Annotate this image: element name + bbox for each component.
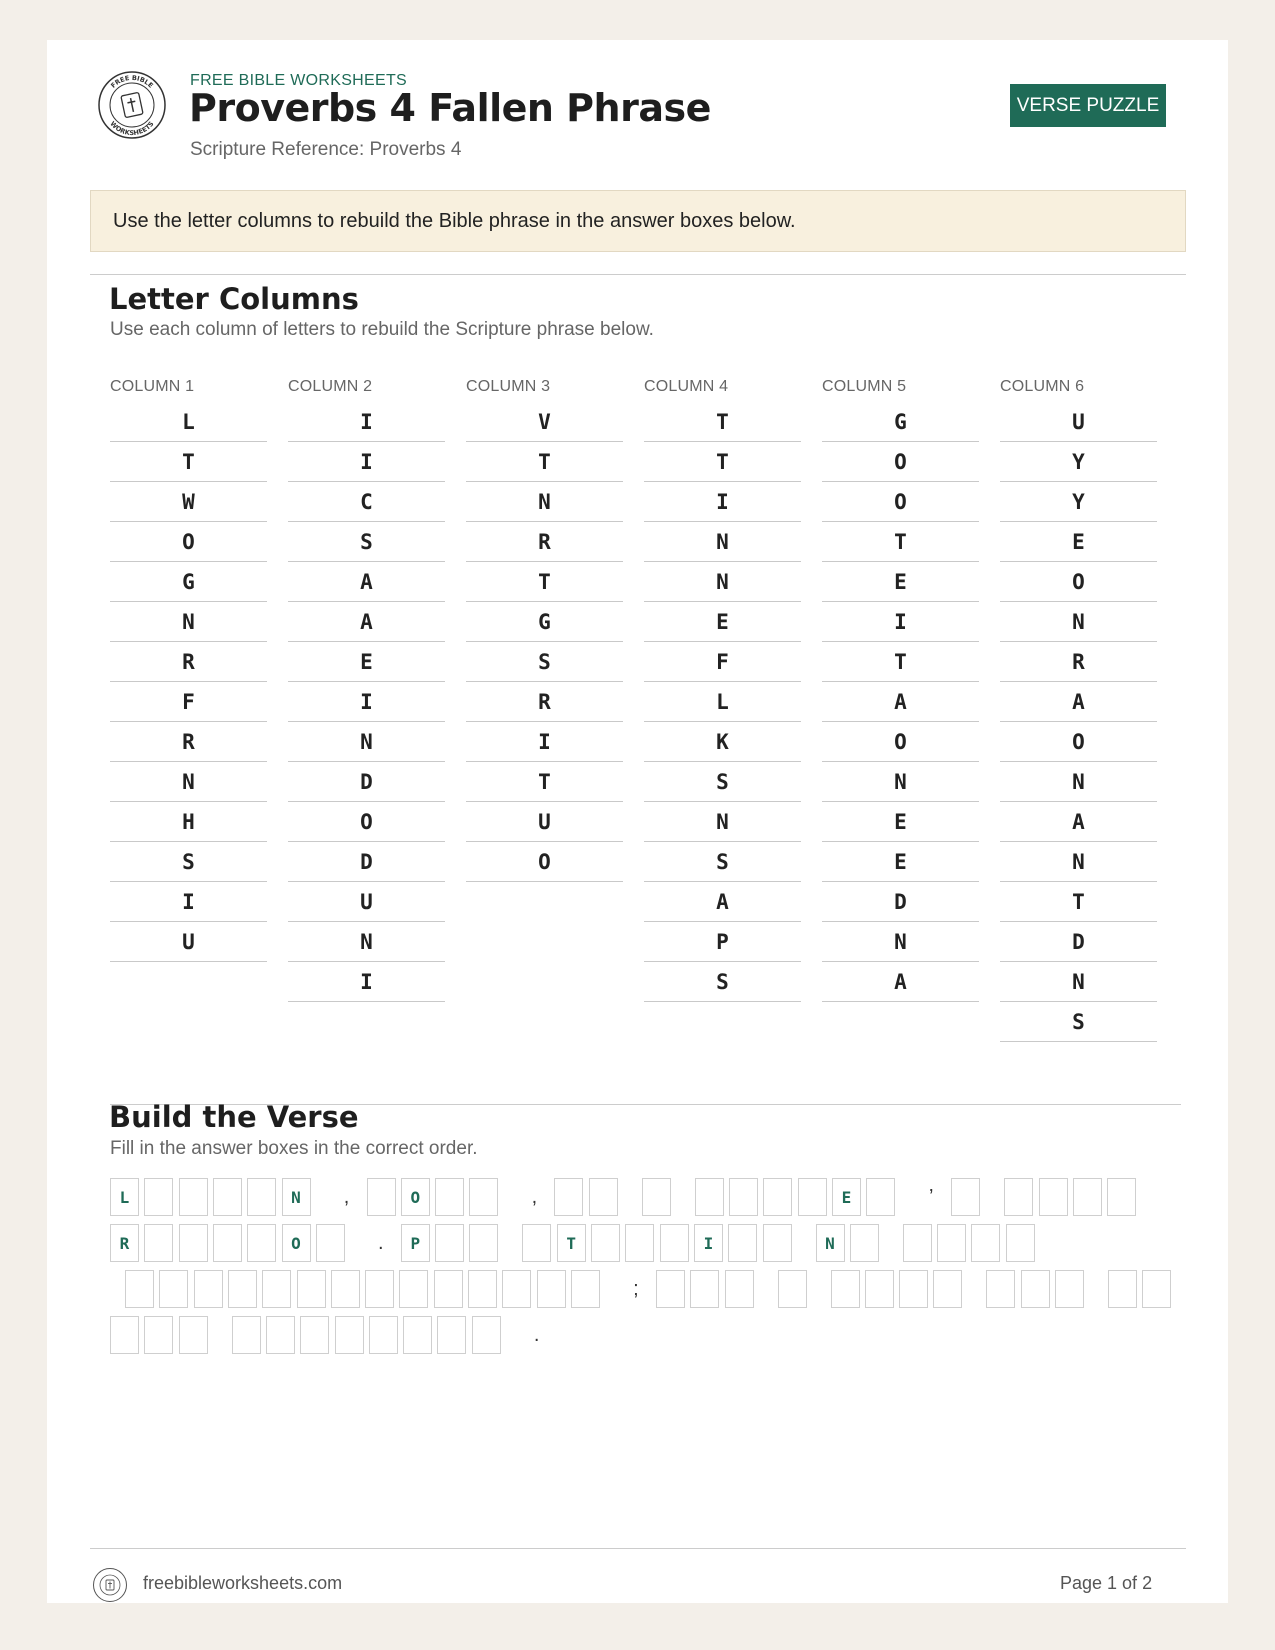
answer-box[interactable]: [1039, 1178, 1068, 1216]
column-letter: K: [644, 722, 801, 762]
answer-box[interactable]: [1021, 1270, 1050, 1308]
column-letter: Y: [1000, 482, 1157, 522]
answer-box[interactable]: [571, 1270, 600, 1308]
column-label: COLUMN 6: [1000, 378, 1085, 395]
column-letter: L: [110, 402, 267, 442]
answer-box[interactable]: [144, 1178, 173, 1216]
column-letter: D: [822, 882, 979, 922]
column-letter: N: [110, 762, 267, 802]
answer-box-hint[interactable]: I: [694, 1224, 723, 1262]
answer-box[interactable]: [247, 1224, 276, 1262]
column-letter: T: [466, 562, 623, 602]
answer-box[interactable]: [937, 1224, 966, 1262]
column-letter: T: [822, 522, 979, 562]
answer-box[interactable]: [1006, 1224, 1035, 1262]
build-verse-subtitle: Fill in the answer boxes in the correct order.: [110, 1138, 478, 1159]
answer-box[interactable]: [522, 1224, 551, 1262]
column-letter: V: [466, 402, 623, 442]
column-letter: I: [466, 722, 623, 762]
column-letter: A: [822, 962, 979, 1002]
column-letter: E: [288, 642, 445, 682]
build-verse-heading: Build the Verse: [109, 1100, 359, 1134]
column-letter: D: [1000, 922, 1157, 962]
answer-box[interactable]: [725, 1270, 754, 1308]
column-letter: E: [644, 602, 801, 642]
column-letter: C: [288, 482, 445, 522]
answer-box[interactable]: [316, 1224, 345, 1262]
answer-box[interactable]: [399, 1270, 428, 1308]
answer-box[interactable]: [502, 1270, 531, 1308]
column-letter: N: [644, 522, 801, 562]
column-letter: S: [288, 522, 445, 562]
answer-box[interactable]: [866, 1178, 895, 1216]
answer-box[interactable]: [367, 1178, 396, 1216]
answer-box[interactable]: [642, 1178, 671, 1216]
punctuation-mark: ,: [531, 1185, 538, 1208]
answer-box[interactable]: [331, 1270, 360, 1308]
answer-box-hint[interactable]: P: [401, 1224, 430, 1262]
answer-box-hint[interactable]: R: [110, 1224, 139, 1262]
answer-box[interactable]: [159, 1270, 188, 1308]
answer-box[interactable]: [831, 1270, 860, 1308]
answer-box[interactable]: [179, 1178, 208, 1216]
column-letter: N: [1000, 842, 1157, 882]
answer-box[interactable]: [1108, 1270, 1137, 1308]
punctuation-mark: ;: [633, 1277, 639, 1300]
answer-box[interactable]: [971, 1224, 1000, 1262]
column-letter: T: [644, 402, 801, 442]
column-letter: R: [466, 682, 623, 722]
answer-box[interactable]: [437, 1316, 466, 1354]
column-letter: E: [822, 802, 979, 842]
answer-box-hint[interactable]: E: [832, 1178, 861, 1216]
logo-top-text: FREE BIBLE: [109, 73, 155, 90]
answer-box[interactable]: [435, 1224, 464, 1262]
column-letter: A: [1000, 802, 1157, 842]
answer-box[interactable]: [656, 1270, 685, 1308]
answer-box[interactable]: [369, 1316, 398, 1354]
answer-box[interactable]: [660, 1224, 689, 1262]
column-letter: G: [466, 602, 623, 642]
answer-box[interactable]: [1055, 1270, 1084, 1308]
answer-box[interactable]: [986, 1270, 1015, 1308]
answer-box[interactable]: [728, 1224, 757, 1262]
column-letter: F: [644, 642, 801, 682]
punctuation-mark: .: [533, 1323, 540, 1346]
column-letter: R: [1000, 642, 1157, 682]
answer-box-hint[interactable]: N: [282, 1178, 311, 1216]
column-letter: I: [288, 962, 445, 1002]
answer-box[interactable]: [850, 1224, 879, 1262]
letter-column: [1000, 378, 1157, 1042]
column-letter: U: [288, 882, 445, 922]
brand-label: FREE BIBLE WORKSHEETS: [190, 72, 408, 89]
column-letter: A: [1000, 682, 1157, 722]
verse-puzzle-badge: VERSE PUZZLE: [1010, 84, 1166, 127]
answer-box[interactable]: [763, 1224, 792, 1262]
answer-box[interactable]: [865, 1270, 894, 1308]
answer-box[interactable]: [300, 1316, 329, 1354]
answer-box[interactable]: [213, 1224, 242, 1262]
answer-box[interactable]: [690, 1270, 719, 1308]
column-letter: N: [1000, 602, 1157, 642]
answer-box[interactable]: [403, 1316, 432, 1354]
column-letter: N: [822, 762, 979, 802]
column-letter: L: [644, 682, 801, 722]
column-letter: O: [466, 842, 623, 882]
column-letter: N: [288, 722, 445, 762]
column-letter: N: [1000, 962, 1157, 1002]
answer-box[interactable]: [110, 1316, 139, 1354]
column-letter: D: [288, 842, 445, 882]
answer-row: [110, 1316, 1210, 1354]
column-letter: E: [822, 842, 979, 882]
column-letter: I: [288, 402, 445, 442]
answer-box[interactable]: [247, 1178, 276, 1216]
column-letter: H: [110, 802, 267, 842]
book-cross-logo-icon: [97, 70, 167, 140]
column-letter: R: [110, 722, 267, 762]
column-letter: S: [644, 762, 801, 802]
answer-box[interactable]: [434, 1270, 463, 1308]
answer-box-hint[interactable]: L: [110, 1178, 139, 1216]
answer-box[interactable]: [266, 1316, 295, 1354]
letter-column: [288, 378, 445, 1002]
column-letter: I: [288, 682, 445, 722]
answer-box[interactable]: [144, 1224, 173, 1262]
column-letter: O: [110, 522, 267, 562]
column-letter: I: [110, 882, 267, 922]
footer-site: freebibleworksheets.com: [143, 1573, 343, 1593]
column-label: COLUMN 2: [288, 378, 373, 395]
answer-box[interactable]: [468, 1270, 497, 1308]
column-letter: R: [466, 522, 623, 562]
column-letter: A: [288, 562, 445, 602]
column-letter: O: [822, 722, 979, 762]
answer-box-hint[interactable]: O: [282, 1224, 311, 1262]
answer-box[interactable]: [125, 1270, 154, 1308]
column-letter: U: [466, 802, 623, 842]
letter-column: [822, 378, 979, 1002]
column-letter: S: [644, 842, 801, 882]
answer-box-hint[interactable]: N: [816, 1224, 845, 1262]
column-letter: A: [822, 682, 979, 722]
answer-box[interactable]: [1073, 1178, 1102, 1216]
column-letter: T: [466, 762, 623, 802]
column-label: COLUMN 3: [466, 378, 551, 395]
answer-box[interactable]: [365, 1270, 394, 1308]
column-letter: N: [466, 482, 623, 522]
column-letter: S: [110, 842, 267, 882]
column-letter: U: [1000, 402, 1157, 442]
column-letter: N: [110, 602, 267, 642]
page-title: Proverbs 4 Fallen Phrase: [189, 86, 711, 130]
column-letter: A: [644, 882, 801, 922]
column-letter: P: [644, 922, 801, 962]
column-letter: T: [1000, 882, 1157, 922]
column-letter: E: [1000, 522, 1157, 562]
answer-box[interactable]: [537, 1270, 566, 1308]
answer-box[interactable]: [899, 1270, 928, 1308]
answer-box[interactable]: [194, 1270, 223, 1308]
column-letter: I: [822, 602, 979, 642]
answer-box[interactable]: [625, 1224, 654, 1262]
column-letter: S: [466, 642, 623, 682]
instructions-banner: [90, 190, 1186, 252]
footer-page-number: Page 1 of 2: [1060, 1573, 1153, 1593]
punctuation-mark: .: [378, 1231, 384, 1254]
letter-column: [110, 378, 267, 962]
punctuation-mark: ’: [928, 1185, 934, 1208]
answer-box[interactable]: [1107, 1178, 1136, 1216]
column-letter: O: [1000, 722, 1157, 762]
letter-columns-subtitle: Use each column of letters to rebuild the Scripture phrase below.: [110, 319, 654, 340]
answer-box[interactable]: [591, 1224, 620, 1262]
answer-box[interactable]: [228, 1270, 257, 1308]
column-letter: G: [110, 562, 267, 602]
column-letter: N: [288, 922, 445, 962]
answer-box[interactable]: [262, 1270, 291, 1308]
answer-box[interactable]: [778, 1270, 807, 1308]
column-letter: I: [644, 482, 801, 522]
answer-row: [110, 1224, 1210, 1262]
column-letter: T: [644, 442, 801, 482]
column-letter: U: [110, 922, 267, 962]
answer-row: [110, 1178, 1210, 1216]
instructions-text: Use the letter columns to rebuild the Bible phrase in the answer boxes below.: [113, 209, 796, 232]
column-letter: O: [822, 482, 979, 522]
column-letter: N: [1000, 762, 1157, 802]
footer-logo-icon: [92, 1567, 128, 1603]
answer-box[interactable]: [1004, 1178, 1033, 1216]
column-letter: O: [288, 802, 445, 842]
answer-box[interactable]: [469, 1178, 498, 1216]
answer-box[interactable]: [472, 1316, 501, 1354]
answer-box[interactable]: [729, 1178, 758, 1216]
worksheet-page: [47, 40, 1228, 1603]
letter-columns-heading: Letter Columns: [109, 282, 359, 316]
answer-box[interactable]: [435, 1178, 464, 1216]
column-letter: T: [466, 442, 623, 482]
answer-box[interactable]: [798, 1178, 827, 1216]
column-letter: T: [822, 642, 979, 682]
column-letter: W: [110, 482, 267, 522]
column-letter: O: [822, 442, 979, 482]
column-letter: I: [288, 442, 445, 482]
column-letter: N: [644, 562, 801, 602]
column-letter: G: [822, 402, 979, 442]
column-letter: S: [644, 962, 801, 1002]
column-letter: N: [644, 802, 801, 842]
answer-box[interactable]: [297, 1270, 326, 1308]
answer-box[interactable]: [213, 1178, 242, 1216]
answer-box[interactable]: [232, 1316, 261, 1354]
answer-box[interactable]: [763, 1178, 792, 1216]
column-letter: N: [822, 922, 979, 962]
column-letter: S: [1000, 1002, 1157, 1042]
divider: [90, 274, 1186, 275]
column-letter: O: [1000, 562, 1157, 602]
answer-box[interactable]: [589, 1178, 618, 1216]
column-letter: T: [110, 442, 267, 482]
answer-box[interactable]: [1142, 1270, 1171, 1308]
answer-box[interactable]: [933, 1270, 962, 1308]
column-letter: D: [288, 762, 445, 802]
column-label: COLUMN 1: [110, 378, 195, 395]
column-label: COLUMN 5: [822, 378, 907, 395]
column-letter: E: [822, 562, 979, 602]
answer-box[interactable]: [903, 1224, 932, 1262]
answer-box[interactable]: [335, 1316, 364, 1354]
divider: [90, 1548, 1186, 1549]
logo-bottom-text: WORKSHEETS: [108, 119, 156, 138]
letter-column: [644, 378, 801, 1002]
scripture-reference: Scripture Reference: Proverbs 4: [190, 139, 462, 160]
column-letter: R: [110, 642, 267, 682]
answer-box[interactable]: [179, 1224, 208, 1262]
letter-column: [466, 378, 623, 882]
column-label: COLUMN 4: [644, 378, 729, 395]
column-letter: Y: [1000, 442, 1157, 482]
answer-box[interactable]: [554, 1178, 583, 1216]
answer-box[interactable]: [469, 1224, 498, 1262]
answer-box-hint[interactable]: O: [401, 1178, 430, 1216]
column-letter: F: [110, 682, 267, 722]
answer-row: [110, 1270, 1210, 1308]
column-letter: A: [288, 602, 445, 642]
punctuation-mark: ,: [343, 1185, 350, 1208]
answer-box[interactable]: [951, 1178, 980, 1216]
answer-box-hint[interactable]: T: [557, 1224, 586, 1262]
answer-box[interactable]: [144, 1316, 173, 1354]
answer-box[interactable]: [695, 1178, 724, 1216]
answer-box[interactable]: [179, 1316, 208, 1354]
